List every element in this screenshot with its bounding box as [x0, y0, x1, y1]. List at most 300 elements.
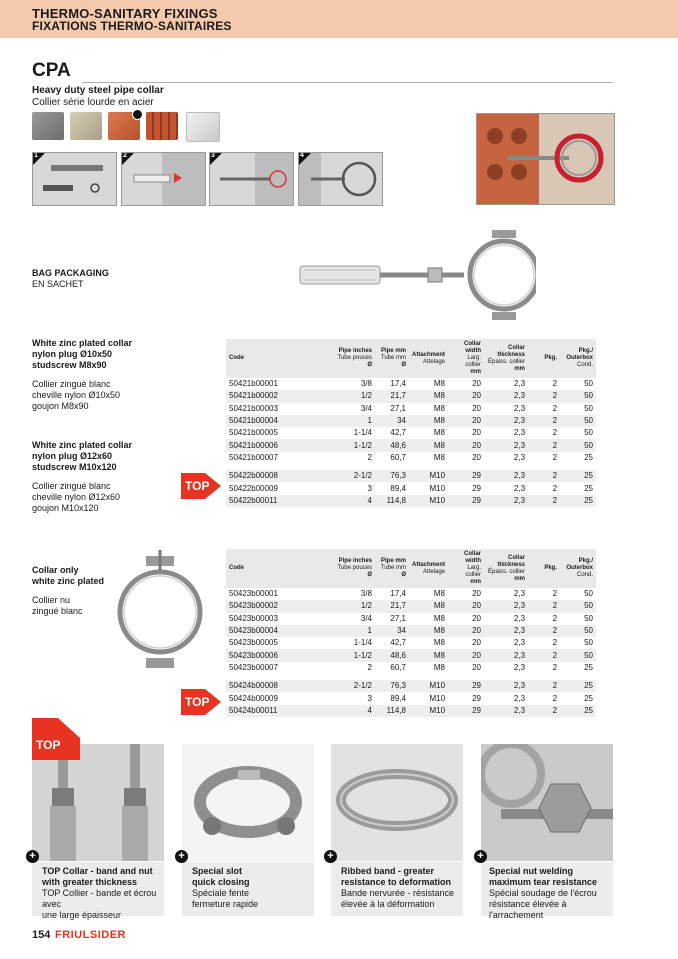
table-cell: 50421b00004: [226, 415, 328, 427]
install-step-1: [32, 152, 117, 206]
table-cell: 50: [560, 613, 596, 625]
install-step-3: [209, 152, 294, 206]
brand-logo-text: FRIULSIDER: [55, 929, 126, 941]
table-cell: 25: [560, 692, 596, 704]
col-code-label: Code: [229, 565, 244, 571]
table-row: [226, 600, 596, 612]
table-cell: 2: [528, 637, 560, 649]
table-cell: 2: [528, 439, 560, 451]
col-label: Cond.: [577, 572, 594, 578]
col-label: Tube mm: [380, 355, 406, 361]
table-cell: 50423b00005: [226, 637, 328, 649]
col-label: Pkg./: [578, 348, 594, 354]
table-cell: 2,3: [484, 637, 528, 649]
plus-icon: +: [26, 850, 39, 863]
table-cell: 25: [560, 705, 596, 717]
table-cell: 2,3: [484, 613, 528, 625]
plasterboard-icon: [186, 112, 220, 142]
table-cell: 2,3: [484, 470, 528, 482]
product-title: CPA: [32, 60, 71, 81]
table-cell: 29: [448, 482, 484, 494]
table-cell: 25: [560, 452, 596, 464]
table-cell: 2,3: [484, 390, 528, 402]
table-cell: 29: [448, 680, 484, 692]
table-cell: 50: [560, 427, 596, 439]
col-label: Outerbox: [566, 355, 594, 361]
installed-collar-photo: [476, 113, 615, 205]
table-cell: 50422b00009: [226, 482, 328, 494]
table-cell: 29: [448, 692, 484, 704]
col-attachment: [409, 339, 448, 378]
table-cell: 2,3: [484, 482, 528, 494]
group2-desc-line: cheville nylon Ø12x60: [32, 492, 121, 502]
col-label: Attelage: [422, 568, 446, 575]
group1-desc-line: cheville nylon Ø10x50: [32, 390, 121, 400]
table-cell: 2: [528, 470, 560, 482]
table-cell: 20: [448, 390, 484, 402]
feature-text-line: Bande nervurée - résistance: [341, 888, 455, 898]
group1-label: [32, 338, 132, 412]
table-cell: 42,7: [375, 427, 409, 439]
table-cell: 50: [560, 378, 596, 390]
drill-icon: [33, 153, 116, 205]
col-label: mm: [514, 365, 526, 372]
table-cell: 2,3: [484, 427, 528, 439]
col-width: [448, 549, 484, 588]
table-cell: 2,3: [484, 495, 528, 507]
table-cell: 50: [560, 390, 596, 402]
group1-title-line: studscrew M8x90: [32, 360, 107, 370]
product-table-2: [226, 549, 596, 717]
table-cell: 1-1/4: [328, 427, 375, 439]
page-header: [0, 0, 678, 38]
table-cell: 50423b00002: [226, 600, 328, 612]
table-cell: 1-1/2: [328, 439, 375, 451]
table-cell: 50423b00003: [226, 613, 328, 625]
table-cell: 1-1/4: [328, 637, 375, 649]
col-pipe-inches: [328, 549, 375, 588]
feature-caption-4: [481, 862, 613, 920]
table-cell: 89,4: [375, 692, 409, 704]
table-cell: M10: [409, 705, 448, 717]
table-cell: 42,7: [375, 637, 409, 649]
table-cell: M10: [409, 482, 448, 494]
plus-icon: +: [324, 850, 337, 863]
col-label: Épaiss. collier: [488, 568, 526, 575]
feature-title-line: TOP Collar - band and nut: [42, 866, 153, 876]
col-label: Tube mm: [380, 565, 406, 571]
table-cell: 20: [448, 662, 484, 674]
table-cell: 50424b00011: [226, 705, 328, 717]
table-cell: 48,6: [375, 439, 409, 451]
table-cell: 76,3: [375, 680, 409, 692]
table-cell: 2,3: [484, 692, 528, 704]
table-row: [226, 403, 596, 415]
table-cell: M8: [409, 637, 448, 649]
table-cell: M8: [409, 662, 448, 674]
col-code: [226, 339, 328, 378]
col-label: Attachment: [412, 561, 446, 568]
table-cell: 2,3: [484, 705, 528, 717]
col-label: Ø: [367, 572, 372, 578]
table-row: [226, 495, 596, 507]
col-label: Collar thickness: [497, 344, 526, 358]
table-cell: 50422b00008: [226, 470, 328, 482]
table-cell: 2,3: [484, 680, 528, 692]
col-label: Pipe inches: [338, 348, 372, 354]
table-cell: 20: [448, 439, 484, 451]
product-table-1: [226, 339, 596, 507]
col-code: [226, 549, 328, 588]
table-cell: M10: [409, 495, 448, 507]
table-cell: 2,3: [484, 403, 528, 415]
install-step-4: [298, 152, 383, 206]
install-step-2: [121, 152, 206, 206]
group3-title-line: white zinc plated: [32, 576, 105, 586]
table-cell: 21,7: [375, 390, 409, 402]
group2-label: [32, 440, 132, 514]
table-cell: M8: [409, 452, 448, 464]
table-cell: 1/2: [328, 390, 375, 402]
product-subtitle-fr: Collier série lourde en acier: [32, 97, 154, 108]
table-cell: 2: [528, 415, 560, 427]
col-label: Outerbox: [566, 565, 594, 571]
feature-photo-ribbed: [331, 744, 463, 861]
feature-caption-1: [32, 862, 164, 920]
table-cell: 25: [560, 680, 596, 692]
table-cell: 50421b00002: [226, 390, 328, 402]
table-cell: 2: [528, 378, 560, 390]
group1-title-line: White zinc plated collar: [32, 338, 133, 348]
table-cell: M8: [409, 613, 448, 625]
table-cell: 76,3: [375, 470, 409, 482]
col-thickness: [484, 339, 528, 378]
col-label: mm: [470, 369, 482, 375]
table-cell: 2,3: [484, 625, 528, 637]
table-cell: 25: [560, 495, 596, 507]
collar-only-illustration: [106, 550, 214, 674]
table-cell: 114,8: [375, 705, 409, 717]
feature-title-line: Special nut welding: [489, 866, 574, 876]
table-cell: 50: [560, 415, 596, 427]
table-cell: 50: [560, 600, 596, 612]
group2-title-line: White zinc plated collar: [32, 440, 133, 450]
table-row: [226, 649, 596, 661]
table-cell: 2: [528, 600, 560, 612]
title-divider: [82, 82, 613, 83]
top-collar-photo-icon: [32, 744, 164, 861]
table-cell: M8: [409, 625, 448, 637]
table-cell: M8: [409, 415, 448, 427]
col-pipe-inches: [328, 339, 375, 378]
table-cell: 2: [528, 649, 560, 661]
table-cell: 3/8: [328, 588, 375, 600]
table-cell: 50422b00011: [226, 495, 328, 507]
table-cell: M10: [409, 692, 448, 704]
step-number: 4: [300, 152, 304, 159]
header-title-fr: FIXATIONS THERMO-SANITAIRES: [32, 19, 232, 33]
table-cell: 2: [528, 588, 560, 600]
table-cell: 2: [528, 495, 560, 507]
table-cell: 2-1/2: [328, 680, 375, 692]
group1-title-line: nylon plug Ø10x50: [32, 349, 113, 359]
top-corner-label: TOP: [36, 738, 61, 752]
table-cell: 2,3: [484, 378, 528, 390]
table-cell: 1: [328, 415, 375, 427]
table-cell: M8: [409, 427, 448, 439]
group3-desc-line: zingué blanc: [32, 606, 83, 616]
table-cell: 20: [448, 649, 484, 661]
col-label: Larg. collier: [465, 565, 482, 578]
table-cell: 50: [560, 637, 596, 649]
group3-label: [32, 565, 104, 617]
group3-desc-line: Collier nu: [32, 595, 71, 605]
feature-title-line: Special slot: [192, 866, 243, 876]
col-label: Pipe mm: [380, 558, 406, 564]
col-label: Tube pouces: [337, 355, 372, 361]
group3-title-line: Collar only: [32, 565, 79, 575]
ribbed-band-photo-icon: [331, 744, 463, 861]
feature-photo-top-collar: [32, 744, 164, 861]
col-outerbox: [560, 549, 596, 588]
table-cell: 2,3: [484, 600, 528, 612]
table-cell: M8: [409, 378, 448, 390]
table-cell: 27,1: [375, 403, 409, 415]
stone-material-icon: [70, 112, 102, 140]
table-row: [226, 637, 596, 649]
table-cell: 2,3: [484, 439, 528, 451]
table-cell: 34: [375, 415, 409, 427]
nut-welding-photo-icon: [481, 744, 613, 861]
col-label: mm: [514, 575, 526, 582]
group2-desc-line: goujon M10x120: [32, 503, 99, 513]
table-row: [226, 680, 596, 692]
table-cell: 2: [528, 427, 560, 439]
table-cell: 2: [528, 692, 560, 704]
col-label: Larg. collier: [465, 355, 482, 368]
table-row: [226, 705, 596, 717]
col-label: Collar width: [464, 341, 482, 354]
table-row: [226, 439, 596, 451]
table-cell: 2,3: [484, 662, 528, 674]
table-cell: M8: [409, 600, 448, 612]
table-cell: 2: [528, 482, 560, 494]
product-subtitle-en: Heavy duty steel pipe collar: [32, 85, 164, 96]
feature-caption-2: [182, 862, 314, 916]
check-mark-icon: [132, 109, 143, 120]
table-cell: 50424b00009: [226, 692, 328, 704]
feature-text-line: résistance élevée à l'arrachement: [489, 899, 567, 920]
table-cell: 2,3: [484, 415, 528, 427]
table-cell: 50: [560, 649, 596, 661]
table-cell: 17,4: [375, 378, 409, 390]
table-row: [226, 482, 596, 494]
table-cell: 20: [448, 427, 484, 439]
table-cell: 4: [328, 705, 375, 717]
col-pipe-mm: [375, 339, 409, 378]
table-cell: 29: [448, 470, 484, 482]
col-label: Ø: [401, 572, 406, 578]
table-row: [226, 588, 596, 600]
hollow-brick-icon: [146, 112, 178, 140]
table-row: [226, 625, 596, 637]
table-cell: 2: [528, 390, 560, 402]
table-row: [226, 662, 596, 674]
table-cell: 50423b00004: [226, 625, 328, 637]
table-cell: 89,4: [375, 482, 409, 494]
table-cell: 29: [448, 705, 484, 717]
feature-title-line: resistance to deformation: [341, 877, 452, 887]
feature-text-line: Spéciale fente: [192, 888, 250, 898]
top-badge-label: TOP: [185, 695, 210, 709]
table-cell: M10: [409, 470, 448, 482]
col-label: Tube pouces: [337, 565, 372, 571]
feature-title-line: Ribbed band - greater: [341, 866, 435, 876]
table-cell: 2: [528, 662, 560, 674]
col-label: Pipe inches: [338, 558, 372, 564]
col-label: Épaiss. collier: [488, 358, 526, 365]
table-cell: 21,7: [375, 600, 409, 612]
table-cell: 2: [528, 452, 560, 464]
table-cell: M8: [409, 439, 448, 451]
solid-brick-icon: [108, 112, 140, 140]
feature-title-line: quick closing: [192, 877, 250, 887]
feature-text-line: TOP Collier - bande et écrou avec: [42, 888, 157, 909]
table-cell: M8: [409, 588, 448, 600]
brick-wall-photo-icon: [477, 114, 614, 204]
feature-title-line: with greater thickness: [42, 877, 138, 887]
table-cell: 3: [328, 482, 375, 494]
table-cell: 3/8: [328, 378, 375, 390]
col-label: Pkg.: [544, 565, 558, 571]
table-cell: 2-1/2: [328, 470, 375, 482]
table-cell: 1: [328, 625, 375, 637]
table-cell: 50421b00001: [226, 378, 328, 390]
table-cell: 2: [528, 403, 560, 415]
col-label: Ø: [401, 362, 406, 368]
table-cell: 50: [560, 625, 596, 637]
group1-desc-line: Collier zingué blanc: [32, 379, 111, 389]
collar-mount-icon: [299, 153, 382, 205]
table-cell: 50423b00001: [226, 588, 328, 600]
col-label: Cond.: [577, 362, 594, 368]
table-cell: 50: [560, 439, 596, 451]
table-row: [226, 613, 596, 625]
table-cell: 3/4: [328, 403, 375, 415]
group2-title-line: studscrew M10x120: [32, 462, 117, 472]
col-label: Pipe mm: [380, 348, 406, 354]
collar-with-plug-illustration: [296, 216, 536, 336]
feature-photo-nut: [481, 744, 613, 861]
table-cell: 2: [328, 452, 375, 464]
group1-desc-line: goujon M8x90: [32, 401, 89, 411]
table-cell: 1-1/2: [328, 649, 375, 661]
table-cell: 60,7: [375, 662, 409, 674]
col-attachment: [409, 549, 448, 588]
header-title-en: THERMO-SANITARY FIXINGS: [32, 6, 218, 21]
table-cell: 20: [448, 378, 484, 390]
table-cell: M8: [409, 403, 448, 415]
table-cell: 20: [448, 415, 484, 427]
step-number: 3: [211, 152, 215, 159]
col-label: Attelage: [422, 358, 446, 365]
table-cell: 50421b00006: [226, 439, 328, 451]
table-cell: 25: [560, 482, 596, 494]
table-cell: 2: [528, 705, 560, 717]
table-cell: M8: [409, 649, 448, 661]
page-number: 154: [32, 929, 51, 941]
table-cell: 20: [448, 637, 484, 649]
group2-desc-line: Collier zingué blanc: [32, 481, 111, 491]
table-cell: 20: [448, 625, 484, 637]
feature-photo-slot: [182, 744, 314, 861]
table-cell: 48,6: [375, 649, 409, 661]
table-cell: 2,3: [484, 452, 528, 464]
table-cell: 29: [448, 495, 484, 507]
col-code-label: Code: [229, 355, 244, 361]
table-cell: 2,3: [484, 588, 528, 600]
col-label: Collar thickness: [497, 554, 526, 568]
bag-packaging-en: BAG PACKAGING: [32, 268, 109, 278]
table-row: [226, 427, 596, 439]
plug-insert-icon: [122, 153, 205, 205]
col-outerbox: [560, 339, 596, 378]
col-label: Pkg.: [544, 355, 558, 361]
stud-screw-icon: [210, 153, 293, 205]
col-pipe-mm: [375, 549, 409, 588]
col-thickness: [484, 549, 528, 588]
table-cell: 20: [448, 613, 484, 625]
table-cell: 50423b00006: [226, 649, 328, 661]
table-cell: 2: [528, 613, 560, 625]
table-cell: 50: [560, 403, 596, 415]
table-cell: 1/2: [328, 600, 375, 612]
feature-text-line: fermeture rapide: [192, 899, 259, 909]
col-label: Pkg./: [578, 558, 594, 564]
table-cell: 20: [448, 403, 484, 415]
table-row: [226, 470, 596, 482]
feature-text-line: élevée à la déformation: [341, 899, 435, 909]
top-badge-label: TOP: [185, 479, 210, 493]
table-cell: 50421b00005: [226, 427, 328, 439]
feature-text-line: une large épaisseur: [42, 910, 122, 920]
slot-closing-photo-icon: [182, 744, 314, 861]
table-cell: 3/4: [328, 613, 375, 625]
table-cell: 2,3: [484, 649, 528, 661]
feature-caption-3: [331, 862, 463, 916]
table-cell: 34: [375, 625, 409, 637]
table-cell: M10: [409, 680, 448, 692]
table-cell: 3: [328, 692, 375, 704]
table-cell: 2: [328, 662, 375, 674]
step-number: 1: [34, 152, 38, 159]
group2-title-line: nylon plug Ø12x60: [32, 451, 113, 461]
table-cell: M8: [409, 390, 448, 402]
table-row: [226, 415, 596, 427]
feature-title-line: maximum tear resistance: [489, 877, 598, 887]
concrete-material-icon: [32, 112, 64, 140]
table-cell: 27,1: [375, 613, 409, 625]
table-cell: 25: [560, 470, 596, 482]
table-row: [226, 390, 596, 402]
col-pkg: [528, 339, 560, 378]
table-cell: 50421b00007: [226, 452, 328, 464]
table-cell: 20: [448, 600, 484, 612]
table-cell: 25: [560, 662, 596, 674]
table-row: [226, 692, 596, 704]
col-label: mm: [470, 579, 482, 585]
table-row: [226, 378, 596, 390]
